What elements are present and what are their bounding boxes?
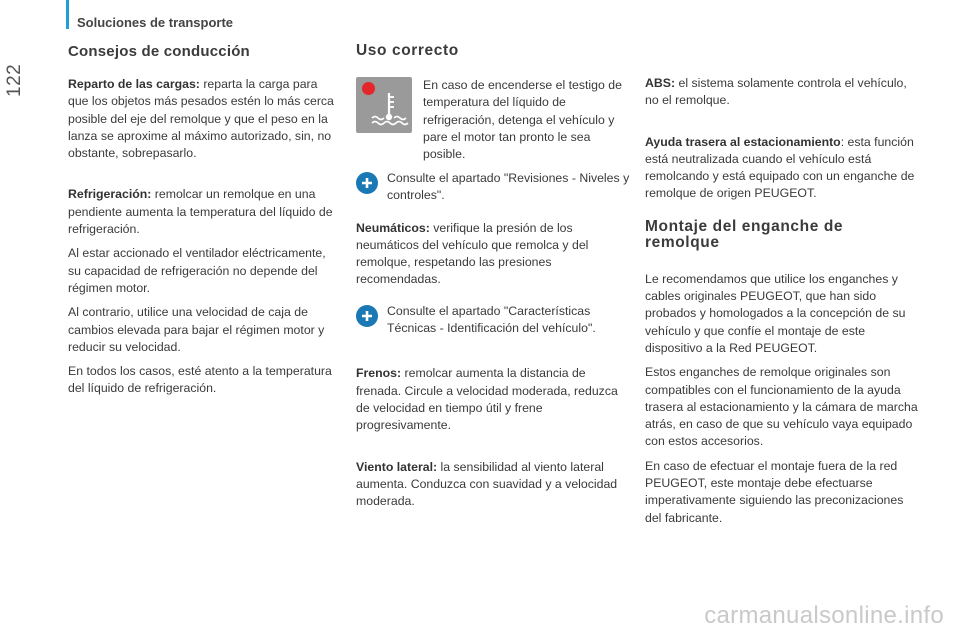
column-uso-correcto: [356, 40, 631, 510]
column-driving-tips: [68, 40, 340, 398]
paragraph-carga: [68, 76, 340, 162]
plus-icon: [356, 305, 378, 327]
paragraph-viento: [356, 459, 631, 511]
heading-consejos: Consejos de conducción: [68, 43, 250, 60]
paragraph-montaje-3: En caso de efectuar el montaje fuera de la red PEUGEOT, este montaje debe efectuarse imperativamente siguiendo las preconizaciones del fabricante.: [645, 458, 904, 525]
paragraph-ayuda-trasera: [645, 134, 920, 203]
text-refrigeracion: remolcar un remolque en una pendiente aumenta la temperatura del líquido de refrigeración.: [68, 187, 333, 237]
text-ayuda-trasera: : esta función está neutralizada cuando el vehículo está remolcando y está equipado con un enganche de remolque de origen PEUGEOT.: [645, 134, 915, 201]
paragraph-montaje-1: Le recomendamos que utilice los enganches y cables originales PEUGEOT, que han sido probados y homologados a la concepción de su vehículo y que confíe el montaje de este dispositivo a la Red PEUGEOT.: [645, 271, 906, 355]
text-viento: la sensibilidad al viento lateral aumenta. Conduzca con suavidad y a velocidad moderada.: [356, 459, 618, 509]
label-abs: ABS:: [645, 76, 676, 90]
warning-text: En caso de encenderse el testigo de temperatura del líquido de refrigeración, detenga el vehículo y pare el motor tan pronto le sea posible.: [423, 78, 622, 162]
paragraph-montaje-2: Estos enganches de remolque originales son compatibles con el funcionamiento de la ayuda trasera al estacionamiento y la cámara de marcha atrás, en caso de que su vehículo vaya equipado con estos accesorios.: [645, 365, 918, 449]
paragraph-refrigeracion: [68, 186, 340, 238]
paragraph-todos: En todos los casos, esté atento a la temperatura del líquido de refrigeración.: [68, 364, 332, 396]
reference-revisiones: [356, 170, 631, 205]
label-carga: Reparto de las cargas:: [68, 77, 200, 91]
reference-caracteristicas: [356, 303, 631, 338]
column-abs-montaje: [645, 40, 920, 527]
text-neumaticos: verifique la presión de los neumáticos del vehículo que remolca y del remolque, respetando las presiones recomendadas.: [356, 220, 589, 287]
text-frenos: remolcar aumenta la distancia de frenada. Circule a velocidad moderada, reduzca de velocidad en tiempo útil y frene progresivamente.: [356, 366, 618, 433]
section-accent-bar: [66, 0, 69, 29]
label-viento: Viento lateral:: [356, 459, 438, 474]
text-carga: reparta la carga para que los objetos más pesados estén lo más cerca posible del eje del remolque y que el peso en la lanza se aproxime al máximo autorizado, sin, no obstante, sobrepasarlo.: [68, 77, 334, 161]
reference-text-caracteristicas: Consulte el apartado "Características Técnicas - Identificación del vehículo".: [387, 303, 596, 336]
text-abs: el sistema solamente controla el vehículo, no el remolque.: [645, 76, 907, 108]
paragraph-contrario: Al contrario, utilice una velocidad de caja de cambios elevada para bajar el régimen motor y reducir su velocidad.: [68, 305, 325, 354]
paragraph-neumaticos: [356, 220, 631, 289]
label-frenos: Frenos:: [356, 366, 402, 381]
label-ayuda-trasera: Ayuda trasera al estacionamiento: [645, 134, 841, 149]
warning-notice: [356, 77, 631, 165]
watermark: carmanualsonline.info: [704, 602, 944, 629]
heading-montaje: Montaje del enganche de remolque: [645, 217, 844, 251]
coolant-temperature-icon: [356, 77, 412, 133]
reference-text-revisiones: Consulte el apartado "Revisiones - Niveles y controles".: [387, 171, 630, 203]
label-neumaticos: Neumáticos:: [356, 220, 430, 235]
paragraph-frenos: [356, 365, 631, 434]
label-refrigeracion: Refrigeración:: [68, 187, 152, 202]
page-number: 122: [4, 63, 25, 97]
paragraph-ventilador: Al estar accionado el ventilador eléctricamente, su capacidad de refrigeración no depende del régimen motor.: [68, 246, 326, 295]
plus-icon: [356, 172, 378, 194]
heading-uso-correcto: Uso correcto: [356, 42, 459, 59]
paragraph-abs: [645, 75, 920, 110]
section-title: Soluciones de transporte: [77, 15, 234, 30]
